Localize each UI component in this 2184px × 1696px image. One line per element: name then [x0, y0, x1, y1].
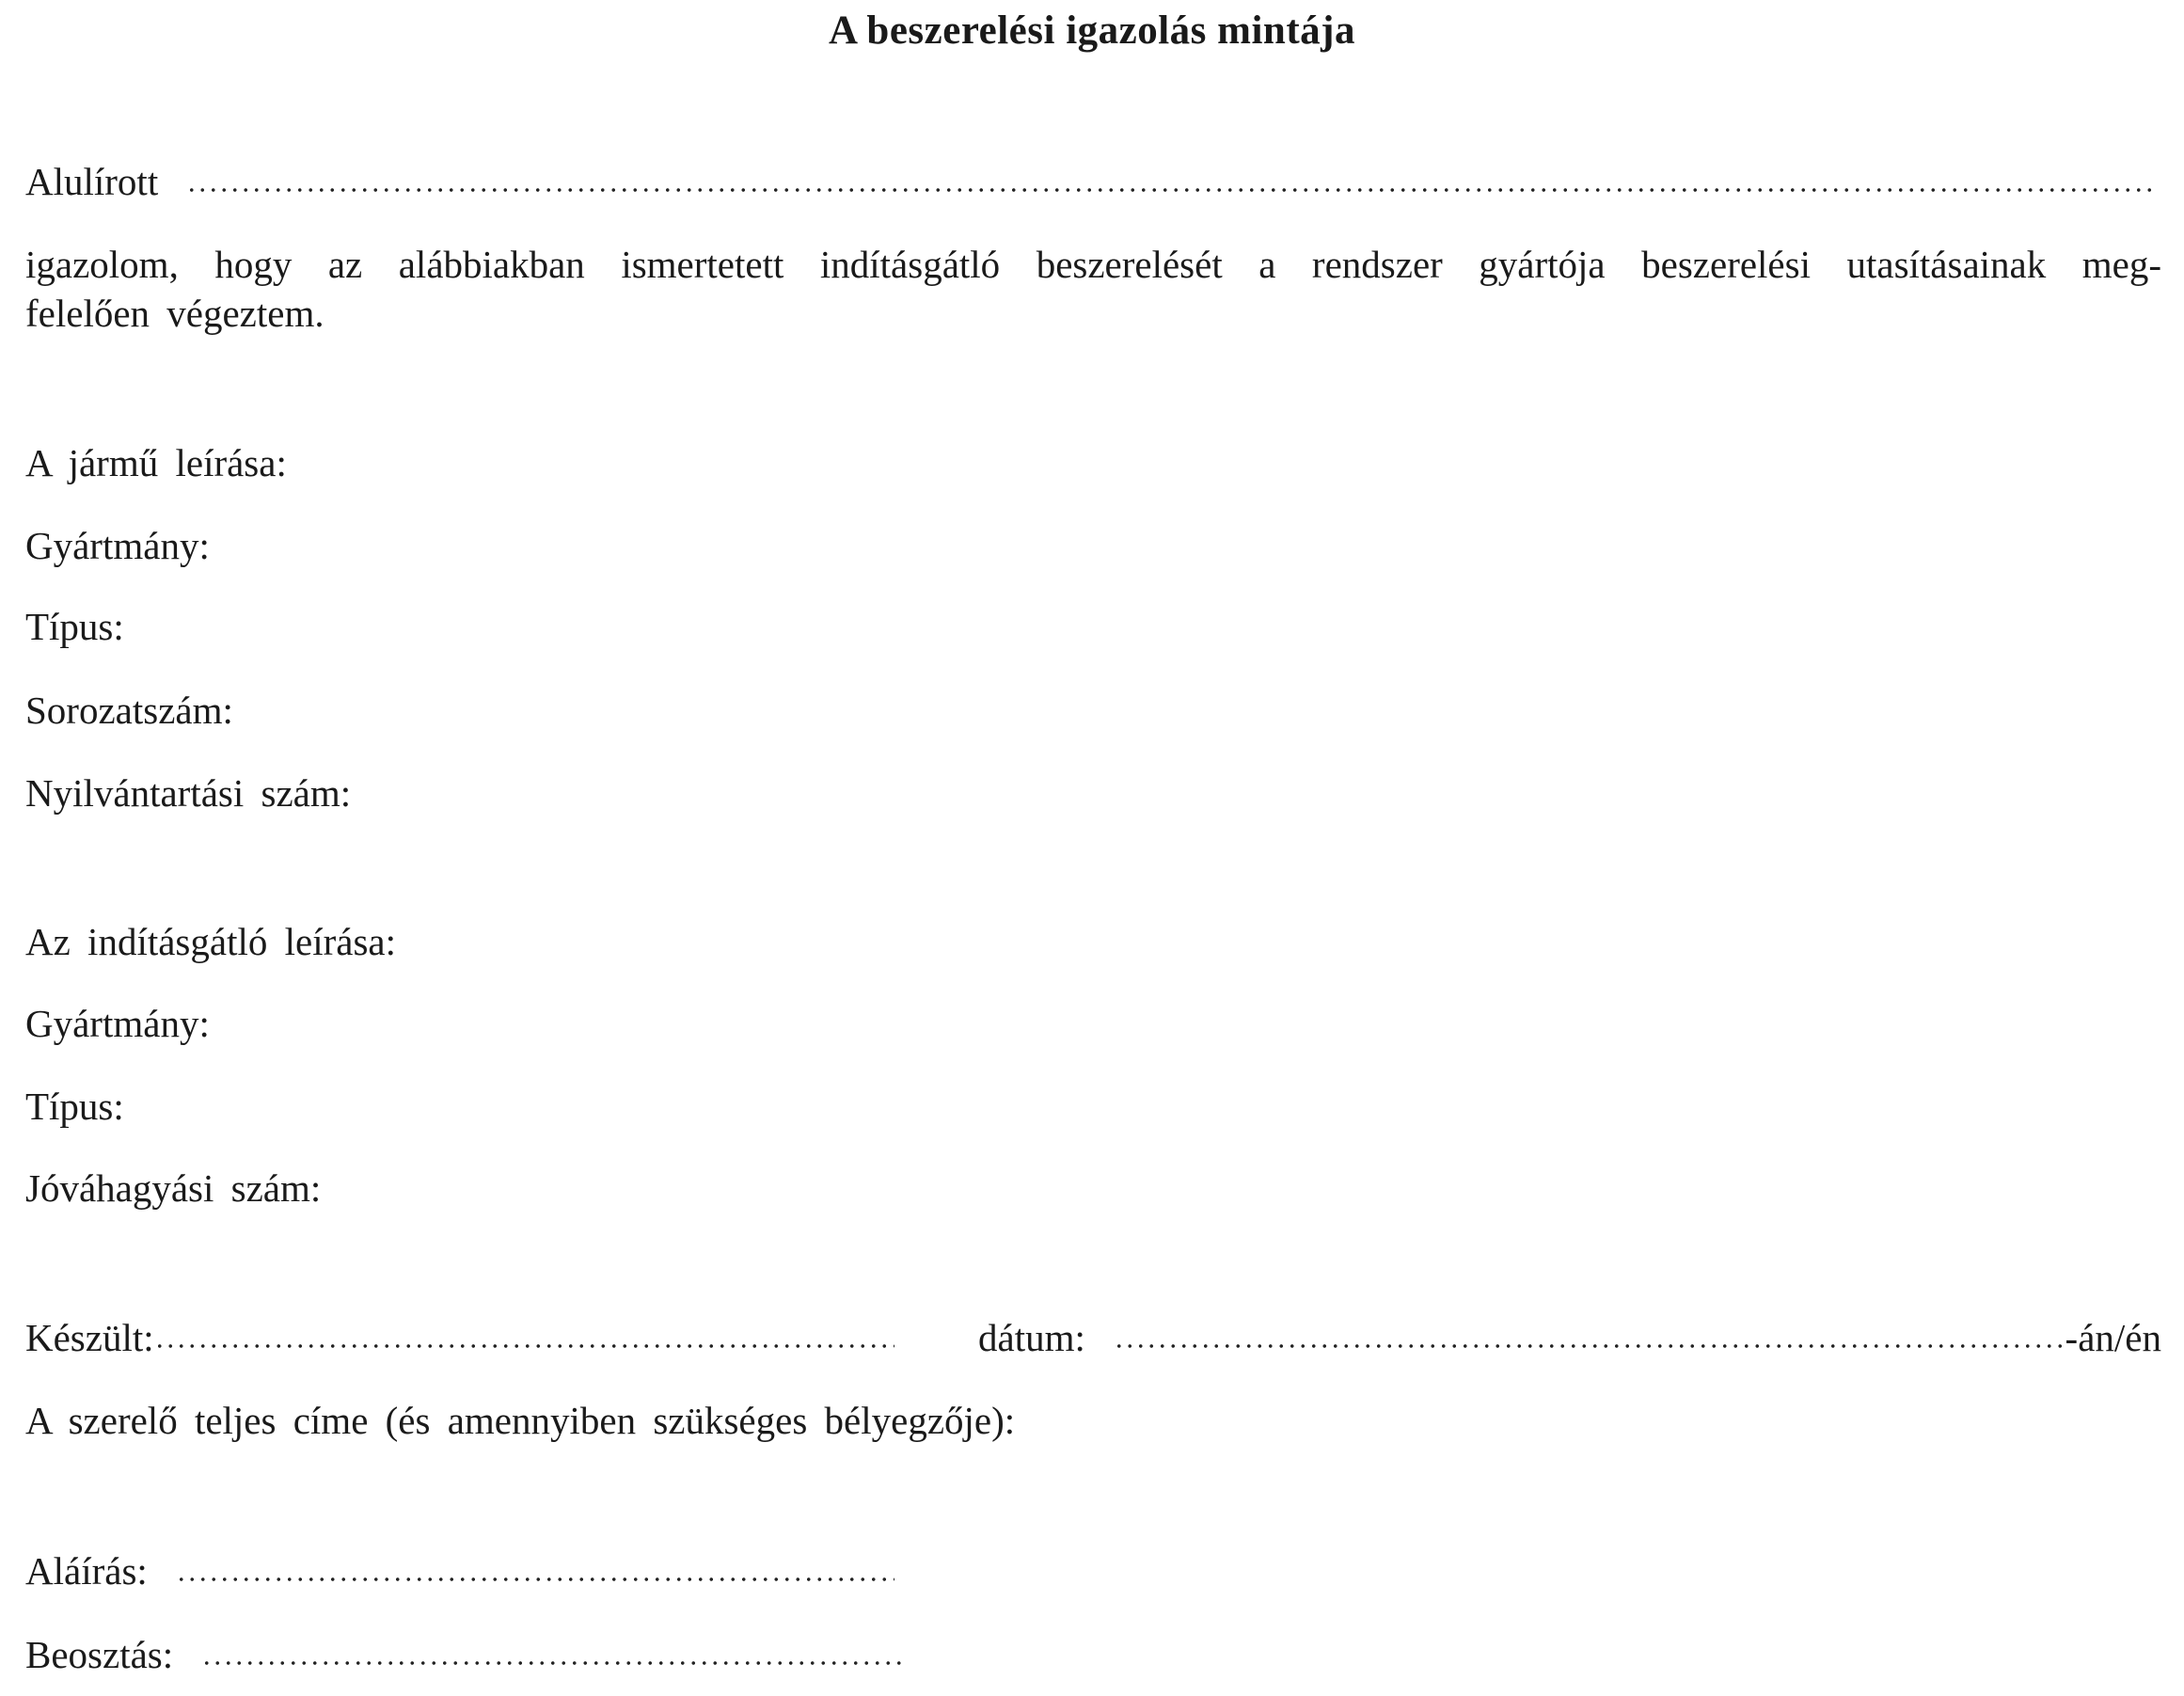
signature-field[interactable]: [176, 1577, 894, 1582]
installer-address-label: A szerelő teljes címe (és amennyiben szükséges bélyegzője):: [25, 1399, 1016, 1442]
place-label: Készült:: [25, 1316, 154, 1359]
place-field[interactable]: [154, 1343, 894, 1349]
place-row: [25, 1314, 898, 1361]
position-field[interactable]: [201, 1660, 901, 1666]
undersigned-field[interactable]: [186, 187, 2158, 193]
signature-row: [25, 1547, 898, 1594]
vehicle-heading: A jármű leírása:: [25, 441, 287, 484]
statement-line-2: felelően végeztem.: [25, 292, 324, 335]
immobiliser-make-label: Gyártmány:: [25, 1002, 210, 1045]
statement-line-1: igazolom, hogy az alábbiakban ismertetett indításgátló beszerelését a rendszer gyártója beszerelési utasításainak meg-: [25, 243, 2161, 286]
immobiliser-approval-label: Jóváhagyási szám:: [25, 1166, 322, 1210]
position-row: [25, 1631, 905, 1678]
undersigned-label: Alulírott: [25, 160, 159, 203]
signature-label: Aláírás:: [25, 1549, 148, 1593]
date-suffix: -án/én: [2065, 1316, 2161, 1359]
date-label: dátum:: [978, 1316, 1085, 1359]
vehicle-type-label: Típus:: [25, 605, 124, 648]
document-title: A beszerelési igazolás mintája: [829, 8, 1355, 53]
undersigned-row: [25, 158, 2161, 205]
immobiliser-heading: Az indításgátló leírása:: [25, 920, 396, 963]
date-field[interactable]: [1114, 1343, 2062, 1349]
vehicle-make-label: Gyártmány:: [25, 524, 210, 567]
vehicle-serial-label: Sorozatszám:: [25, 689, 233, 732]
vehicle-registration-label: Nyilvántartási szám:: [25, 771, 352, 815]
date-row: [978, 1314, 2161, 1361]
position-label: Beosztás:: [25, 1633, 174, 1676]
immobiliser-type-label: Típus:: [25, 1085, 124, 1128]
